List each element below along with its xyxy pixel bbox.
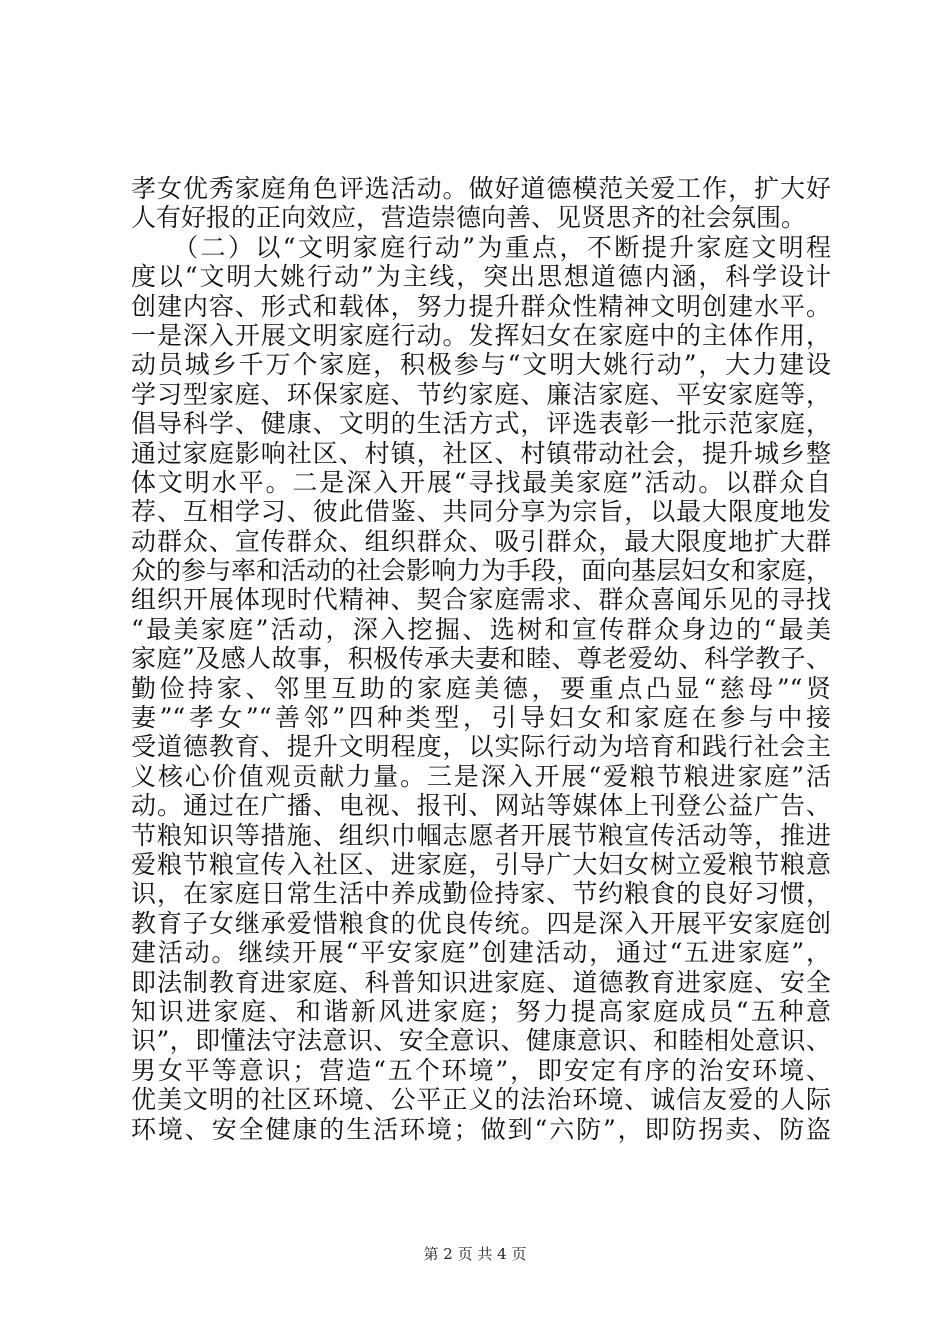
page-footer [0, 1244, 950, 1264]
text-line: 建活动。继续开展“平安家庭”创建活动，通过“五进家庭”， [131, 938, 831, 968]
text-line: 动。通过在广播、电视、报刊、网站等媒体上刊登公益广告、 [131, 791, 831, 821]
text-line: （二）以“文明家庭行动”为重点，不断提升家庭文明程 [131, 232, 831, 262]
text-line: 即法制教育进家庭、科普知识进家庭、道德教育进家庭、安全 [131, 967, 831, 997]
text-line: 体文明水平。二是深入开展“寻找最美家庭”活动。以群众自 [131, 467, 831, 497]
text-line: 勤俭持家、邻里互助的家庭美德，要重点凸显“慈母”“贤 [131, 673, 831, 703]
text-line: 众的参与率和活动的社会影响力为手段，面向基层妇女和家庭， [131, 556, 831, 586]
text-line: 识”，即懂法守法意识、安全意识、健康意识、和睦相处意识、 [131, 1026, 831, 1056]
text-line: 人有好报的正向效应，营造崇德向善、见贤思齐的社会氛围。 [131, 203, 807, 233]
text-line: 组织开展体现时代精神、契合家庭需求、群众喜闻乐见的寻找 [131, 585, 831, 615]
text-line: 知识进家庭、和谐新风进家庭；努力提高家庭成员“五种意 [131, 996, 831, 1026]
page-number-label: 第 2 页 共 4 页 [423, 1245, 527, 1263]
text-line: 创建内容、形式和载体，努力提升群众性精神文明创建水平。 [131, 291, 831, 321]
text-line: 通过家庭影响社区、村镇，社区、村镇带动社会，提升城乡整 [131, 438, 831, 468]
text-line: 倡导科学、健康、文明的生活方式，评选表彰一批示范家庭， [131, 409, 831, 439]
text-line: 度以“文明大姚行动”为主线，突出思想道德内涵，科学设计 [131, 262, 831, 292]
text-line: “最美家庭”活动，深入挖掘、选树和宣传群众身边的“最美 [131, 614, 831, 644]
text-line: 教育子女继承爱惜粮食的优良传统。四是深入开展平安家庭创 [131, 908, 831, 938]
text-line: 妻”“孝女”“善邻”四种类型，引导妇女和家庭在参与中接 [131, 703, 831, 733]
text-line: 节粮知识等措施、组织巾帼志愿者开展节粮宣传活动等，推进 [131, 820, 831, 850]
text-line: 荐、互相学习、彼此借鉴、共同分享为宗旨，以最大限度地发 [131, 497, 831, 527]
text-line: 男女平等意识；营造“五个环境”，即安定有序的治安环境、 [131, 1055, 831, 1085]
text-line: 动员城乡千万个家庭，积极参与“文明大姚行动”，大力建设 [131, 350, 831, 380]
text-line: 家庭”及感人故事，积极传承夫妻和睦、尊老爱幼、科学教子、 [131, 644, 831, 674]
text-line: 优美文明的社区环境、公平正义的法治环境、诚信友爱的人际 [131, 1085, 831, 1115]
text-line: 识，在家庭日常生活中养成勤俭持家、节约粮食的良好习惯， [131, 879, 831, 909]
body-text [131, 174, 831, 1144]
text-line: 受道德教育、提升文明程度，以实际行动为培育和践行社会主 [131, 732, 831, 762]
text-line: 孝女优秀家庭角色评选活动。做好道德模范关爱工作，扩大好 [131, 174, 831, 203]
text-line: 一是深入开展文明家庭行动。发挥妇女在家庭中的主体作用， [131, 320, 831, 350]
text-line: 环境、安全健康的生活环境；做到“六防”，即防拐卖、防盗 [131, 1114, 831, 1144]
text-line: 爱粮节粮宣传入社区、进家庭，引导广大妇女树立爱粮节粮意 [131, 849, 831, 879]
text-line: 义核心价值观贡献力量。三是深入开展“爱粮节粮进家庭”活 [131, 761, 831, 791]
text-line: 动群众、宣传群众、组织群众、吸引群众，最大限度地扩大群 [131, 526, 831, 556]
text-line: 学习型家庭、环保家庭、节约家庭、廉洁家庭、平安家庭等， [131, 379, 831, 409]
